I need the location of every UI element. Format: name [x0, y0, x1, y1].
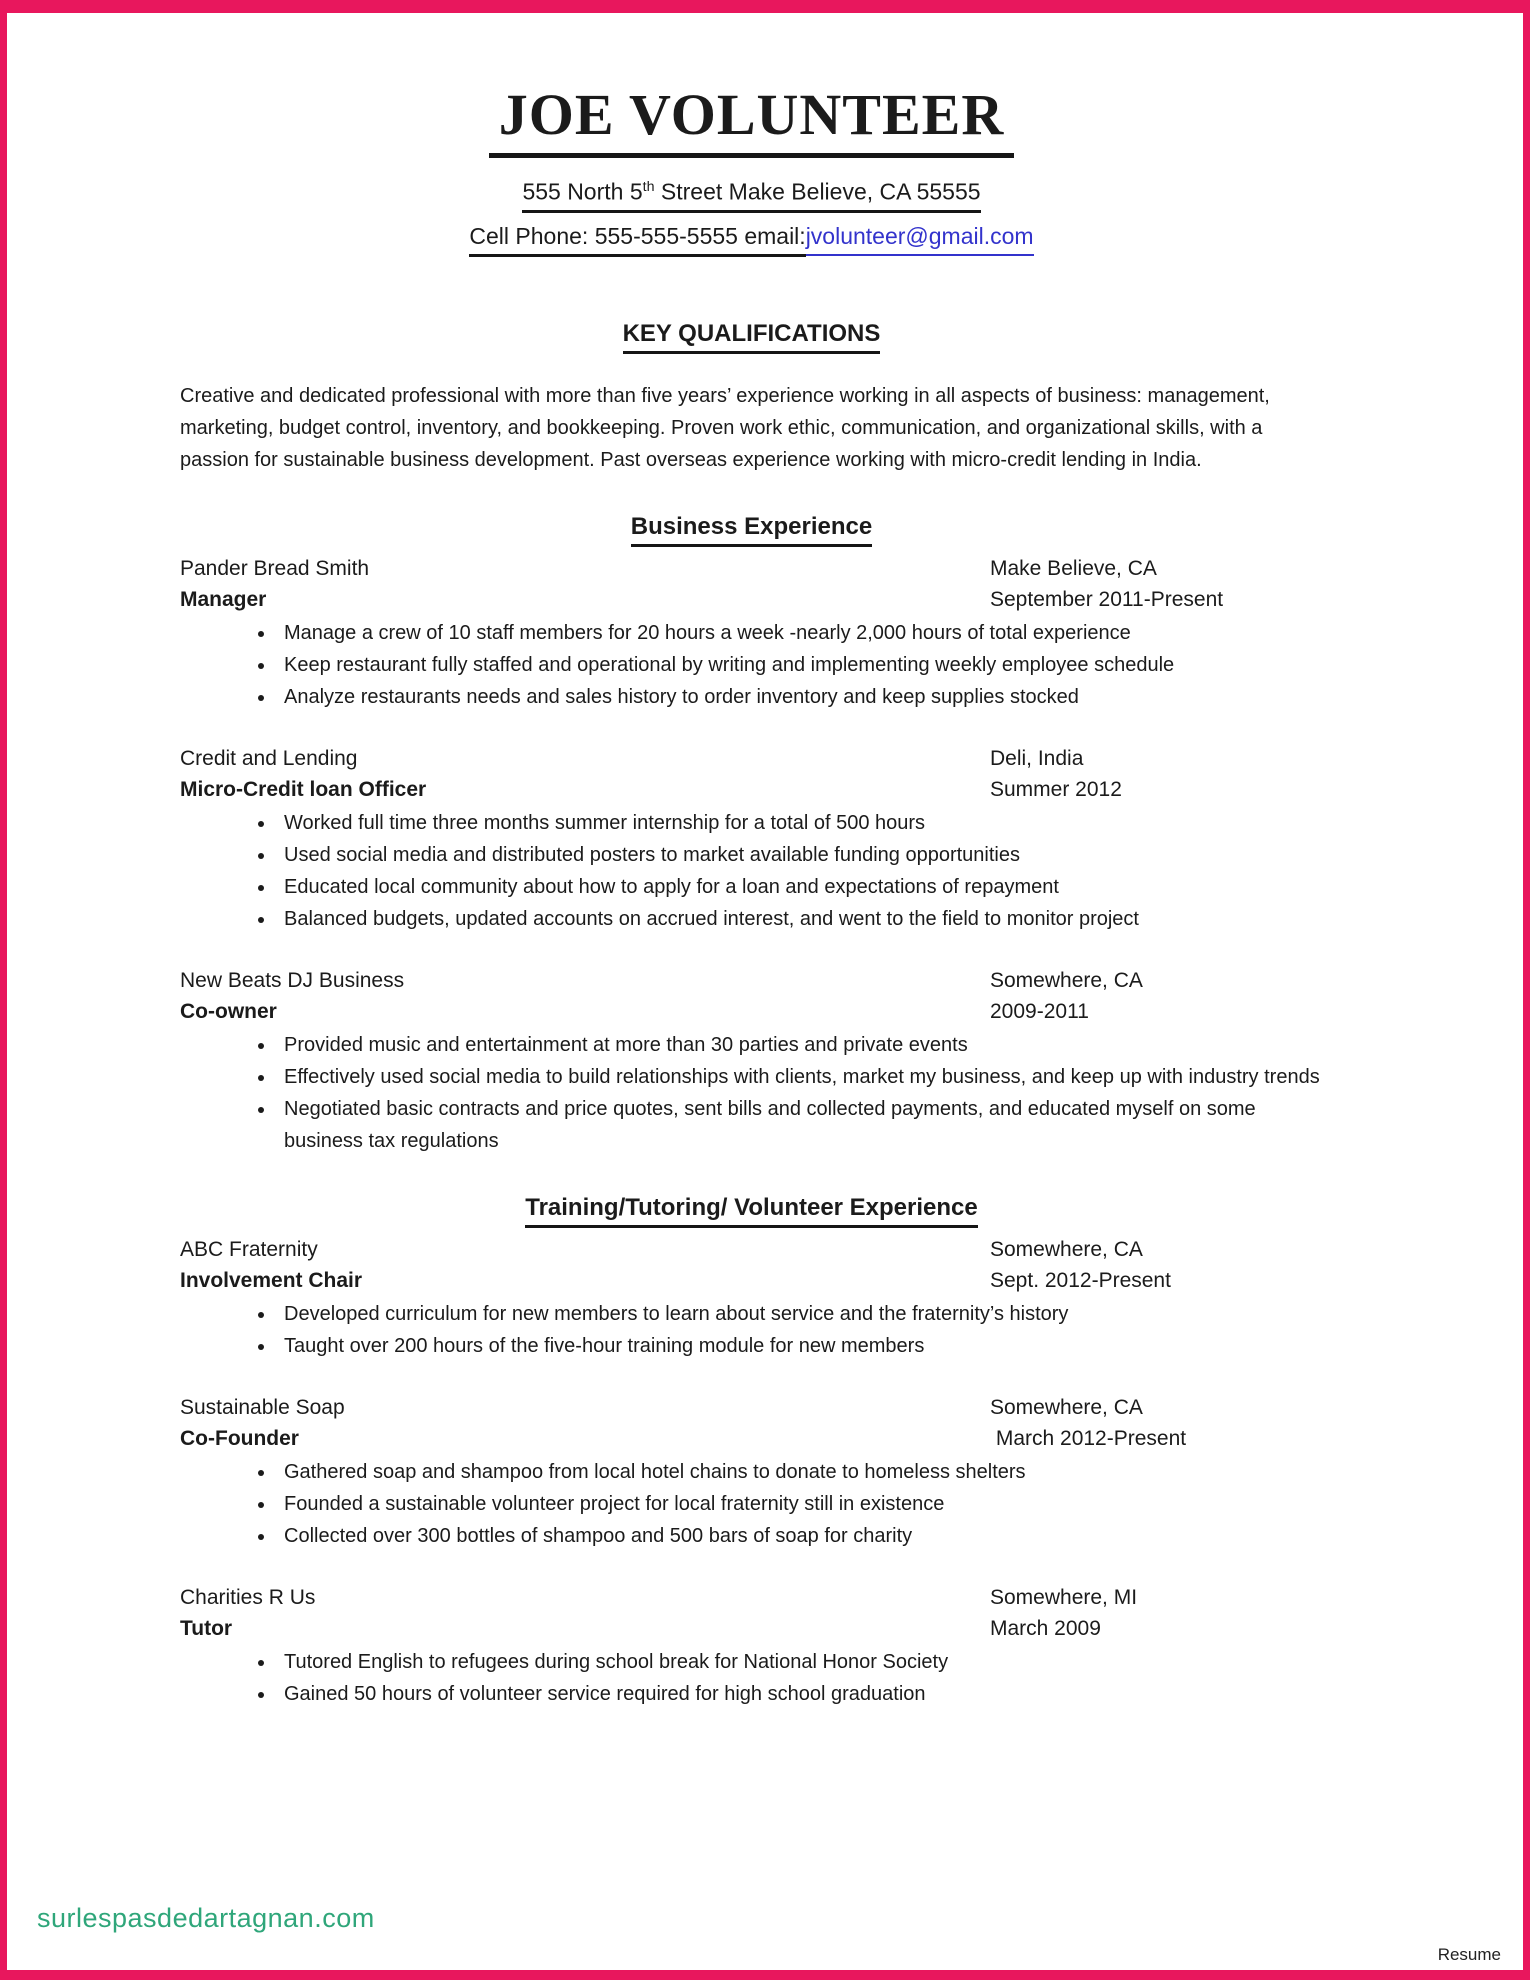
address-post: Street Make Believe, CA 55555: [654, 178, 981, 205]
job-bullet-list: [228, 1298, 1323, 1362]
job-title: Tutor: [180, 1616, 233, 1640]
training-volunteer-list: [180, 1234, 1323, 1710]
job-location: Somewhere, CA: [990, 968, 1143, 992]
job-bullet-list: [228, 807, 1323, 935]
job-bullet: • Collected over 300 bottles of shampoo and 500 bars of soap for charity: [276, 1520, 1323, 1552]
job-company-row: [180, 743, 1323, 774]
job-entry: [180, 965, 1323, 1157]
job-company-row: [180, 1234, 1323, 1265]
job-location: Somewhere, CA: [990, 1237, 1143, 1261]
job-company: Sustainable Soap: [180, 1395, 345, 1419]
job-entry: [180, 743, 1323, 935]
job-bullet: • Founded a sustainable volunteer project for local fraternity still in existence: [276, 1488, 1323, 1520]
section-heading-key-qualifications: [180, 319, 1323, 354]
job-company-row: [180, 1392, 1323, 1423]
job-bullet: • Manage a crew of 10 staff members for 20 hours a week -nearly 2,000 hours of total experience: [276, 617, 1323, 649]
resume-name-heading: [180, 83, 1323, 158]
training-volunteer-heading-text: Training/Tutoring/ Volunteer Experience: [525, 1193, 978, 1228]
business-experience-list: [180, 553, 1323, 1157]
job-bullet: • Effectively used social media to build relationships with clients, market my business, and keep up with industry trends: [276, 1061, 1323, 1093]
section-heading-training-volunteer: [180, 1193, 1323, 1228]
resume-document: [7, 13, 1523, 1710]
job-title-row: [180, 1613, 1323, 1644]
job-dates: Sept. 2012-Present: [990, 1268, 1171, 1292]
address-line: [180, 172, 1323, 213]
job-location: Somewhere, CA: [990, 1395, 1143, 1419]
job-bullet-list: [228, 1456, 1323, 1552]
key-qualifications-heading-text: KEY QUALIFICATIONS: [623, 319, 881, 354]
job-entry: [180, 1234, 1323, 1362]
job-dates: March 2012-Present: [990, 1426, 1187, 1450]
job-bullet: • Gained 50 hours of volunteer service required for high school graduation: [276, 1678, 1323, 1710]
job-entry: [180, 1582, 1323, 1710]
job-company: ABC Fraternity: [180, 1237, 318, 1261]
job-title-row: [180, 774, 1323, 805]
job-entry: [180, 1392, 1323, 1552]
address-ordinal: th: [642, 179, 655, 195]
job-title: Co-Founder: [180, 1426, 299, 1450]
footer-watermark-label: Resume: [1437, 1945, 1501, 1964]
job-dates: Summer 2012: [990, 777, 1122, 801]
job-title: Manager: [180, 587, 267, 611]
business-experience-heading-text: Business Experience: [631, 512, 872, 547]
address-text: [522, 172, 980, 213]
job-company: Credit and Lending: [180, 746, 358, 770]
job-title-row: [180, 1265, 1323, 1296]
job-company-row: [180, 965, 1323, 996]
job-bullet: • Balanced budgets, updated accounts on accrued interest, and went to the field to monitor project: [276, 903, 1323, 935]
job-bullet-list: [228, 617, 1323, 713]
job-bullet: • Taught over 200 hours of the five-hour training module for new members: [276, 1330, 1323, 1362]
job-bullet-list: [228, 1029, 1323, 1157]
job-title-row: [180, 1423, 1323, 1454]
section-heading-business-experience: [180, 512, 1323, 547]
address-pre: 555 North 5: [522, 178, 643, 205]
job-dates: March 2009: [990, 1616, 1101, 1640]
job-bullet: • Keep restaurant fully staffed and operational by writing and implementing weekly employee schedule: [276, 649, 1323, 681]
job-bullet: • Developed curriculum for new members to learn about service and the fraternity’s history: [276, 1298, 1323, 1330]
job-location: Make Believe, CA: [990, 556, 1157, 580]
job-bullet: • Educated local community about how to apply for a loan and expectations of repayment: [276, 871, 1323, 903]
contact-line: [180, 221, 1323, 257]
job-bullet: • Analyze restaurants needs and sales history to order inventory and keep supplies stocked: [276, 681, 1323, 713]
job-bullet: • Gathered soap and shampoo from local hotel chains to donate to homeless shelters: [276, 1456, 1323, 1488]
job-bullet: • Provided music and entertainment at more than 30 parties and private events: [276, 1029, 1323, 1061]
phone-text: Cell Phone: 555-555-5555 email:: [469, 221, 805, 257]
job-location: Somewhere, MI: [990, 1585, 1138, 1609]
job-bullet-list: [228, 1646, 1323, 1710]
job-title-row: [180, 996, 1323, 1027]
job-dates: September 2011-Present: [990, 587, 1224, 611]
job-title: Micro-Credit loan Officer: [180, 777, 427, 801]
job-location: Deli, India: [990, 746, 1084, 770]
footer-website-link[interactable]: surlespasdedartagnan.com: [37, 1903, 375, 1933]
job-bullet: • Worked full time three months summer internship for a total of 500 hours: [276, 807, 1323, 839]
job-company: Charities R Us: [180, 1585, 316, 1609]
job-title: Co-owner: [180, 999, 277, 1023]
job-title-row: [180, 584, 1323, 615]
job-company-row: [180, 553, 1323, 584]
job-entry: [180, 553, 1323, 713]
job-bullet: • Tutored English to refugees during school break for National Honor Society: [276, 1646, 1323, 1678]
job-title: Involvement Chair: [180, 1268, 363, 1292]
email-link[interactable]: jvolunteer@gmail.com: [806, 221, 1034, 256]
job-dates: 2009-2011: [990, 999, 1089, 1023]
job-bullet: • Used social media and distributed posters to market available funding opportunities: [276, 839, 1323, 871]
resume-name-text: JOE VOLUNTEER: [489, 83, 1015, 158]
job-company: Pander Bread Smith: [180, 556, 370, 580]
job-bullet: • Negotiated basic contracts and price quotes, sent bills and collected payments, and educated myself on some business tax regulations: [276, 1093, 1323, 1157]
job-company: New Beats DJ Business: [180, 968, 405, 992]
job-company-row: [180, 1582, 1323, 1613]
qualifications-summary: Creative and dedicated professional with more than five years’ experience working in all aspects of business: management, marketing, budget control, inventory, and bookkeeping. Proven work ethic, communication, and organizational skills, with a passion for sustainable business development. Past overseas experience working with micro-credit lending in India.: [180, 384, 1270, 471]
